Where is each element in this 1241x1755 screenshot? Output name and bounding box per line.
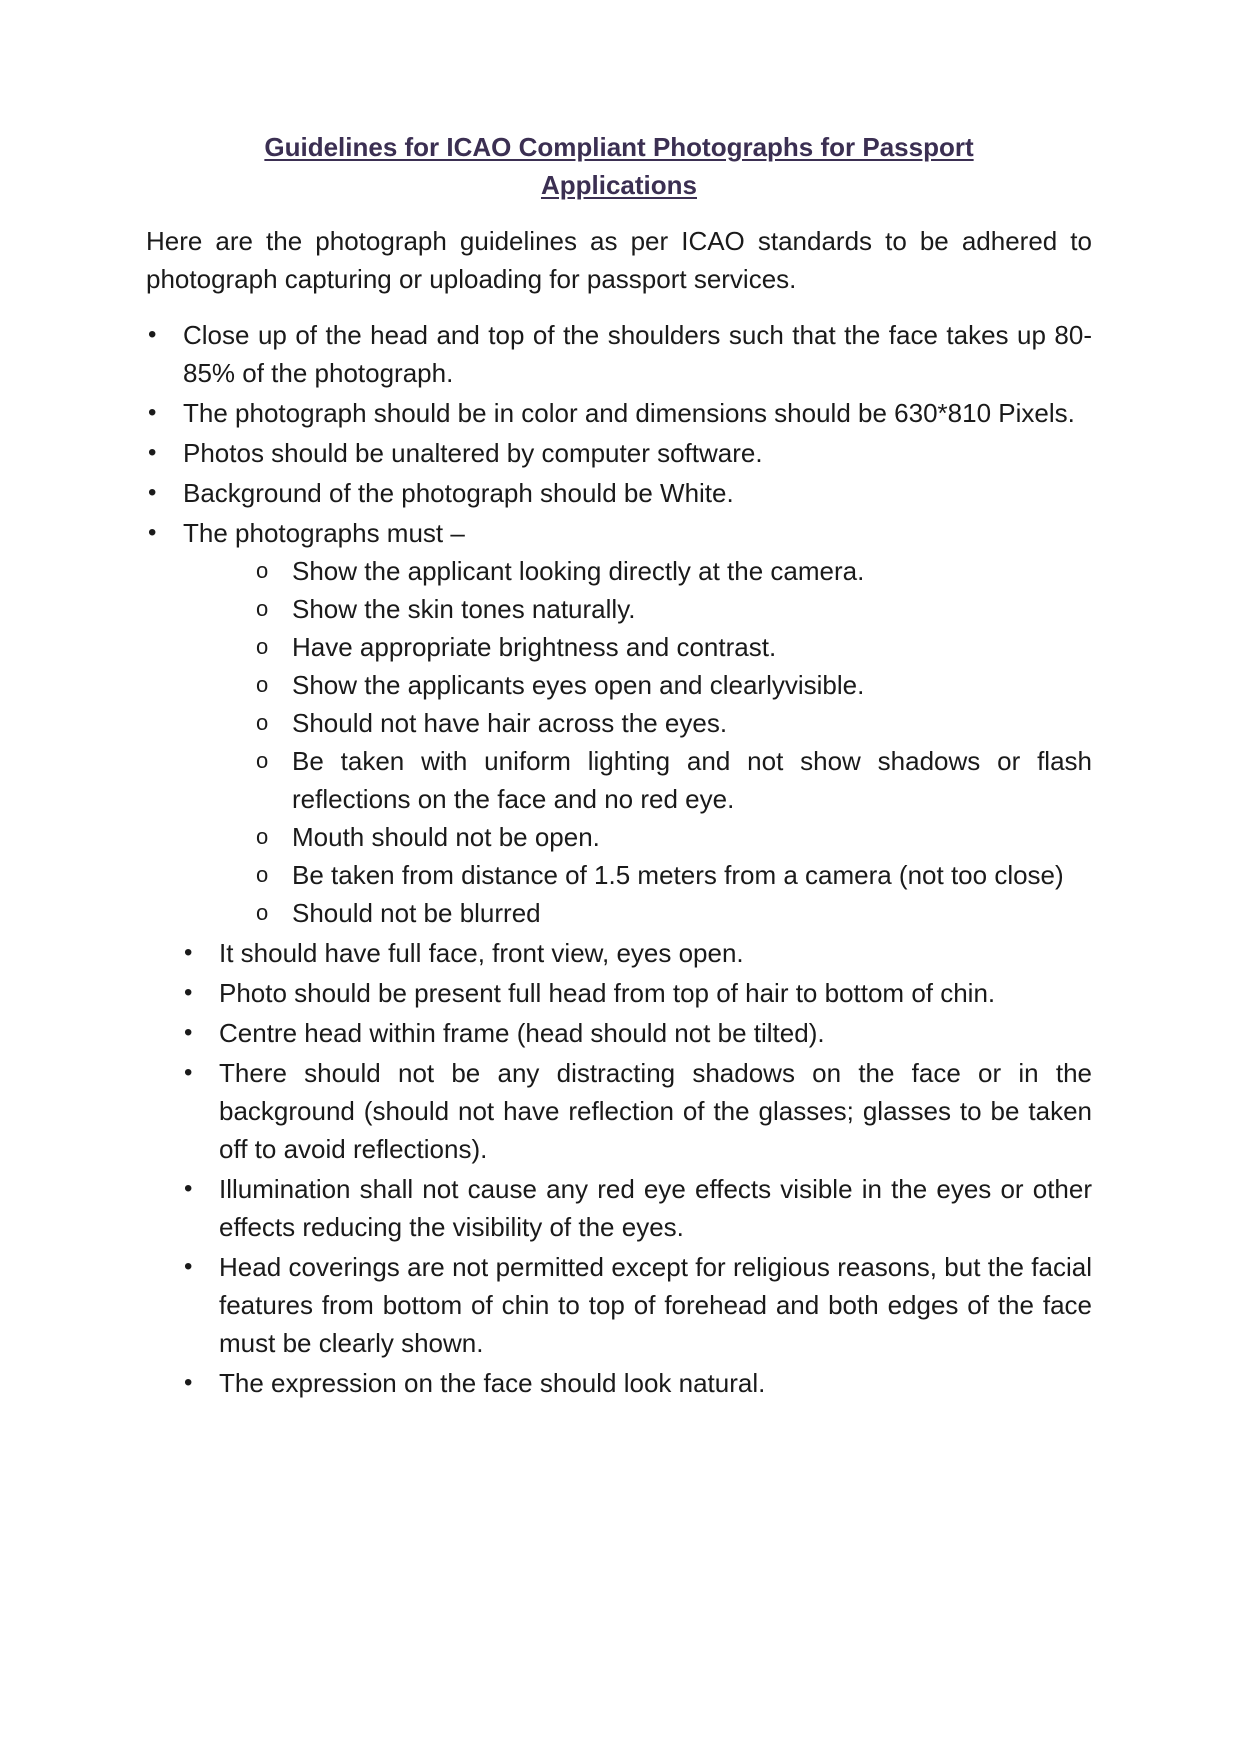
sub-list-item: o Be taken from distance of 1.5 meters from a camera (not too close): [146, 856, 1092, 894]
page-title: [146, 128, 1092, 204]
sub-guidelines-list: [183, 552, 1092, 932]
sub-list-item: o Show the skin tones naturally.: [146, 590, 1092, 628]
guidelines-list: [146, 316, 1092, 932]
sub-list-item: o Should not have hair across the eyes.: [146, 704, 1092, 742]
title-line-2: Applications: [540, 170, 697, 200]
title-line-1: Guidelines for ICAO Compliant Photographs for Passport: [264, 132, 974, 162]
list-item: • Centre head within frame (head should not be tilted).: [146, 1014, 1092, 1052]
sub-list-item: o Be taken with uniform lighting and not show shadows or flash reflections on the face and no red eye.: [146, 742, 1092, 818]
sub-list-item: o Should not be blurred: [146, 894, 1092, 932]
list-item: • Illumination shall not cause any red eye effects visible in the eyes or other effects reducing the visibility of the eyes.: [146, 1170, 1092, 1246]
list-item: • It should have full face, front view, eyes open.: [146, 934, 1092, 972]
sub-list-item: o Mouth should not be open.: [146, 818, 1092, 856]
list-item: • Background of the photograph should be White.: [146, 474, 1092, 512]
sub-list-item: o Show the applicants eyes open and clearlyvisible.: [146, 666, 1092, 704]
intro-paragraph: Here are the photograph guidelines as per ICAO standards to be adhered to photograph capturing or uploading for passport services.: [146, 226, 1092, 294]
list-item: • The photograph should be in color and dimensions should be 630*810 Pixels.: [146, 394, 1092, 432]
additional-guidelines-list: [146, 934, 1092, 1402]
list-item-photographs-must: [146, 514, 1092, 932]
sub-list-item: o Show the applicant looking directly at the camera.: [146, 552, 1092, 590]
document-page: [146, 128, 1092, 1404]
list-item-label: The photographs must –: [183, 518, 465, 548]
list-item: • Photos should be unaltered by computer software.: [146, 434, 1092, 472]
list-item: • There should not be any distracting shadows on the face or in the background (should not have reflection of the glasses; glasses to be taken off to avoid reflections).: [146, 1054, 1092, 1168]
list-item: • Head coverings are not permitted except for religious reasons, but the facial features from bottom of chin to top of forehead and both edges of the face must be clearly shown.: [146, 1248, 1092, 1362]
list-item: • The expression on the face should look natural.: [146, 1364, 1092, 1402]
list-item: • Photo should be present full head from top of hair to bottom of chin.: [146, 974, 1092, 1012]
list-item: • Close up of the head and top of the shoulders such that the face takes up 80-85% of the photograph.: [146, 316, 1092, 392]
sub-list-item: o Have appropriate brightness and contrast.: [146, 628, 1092, 666]
